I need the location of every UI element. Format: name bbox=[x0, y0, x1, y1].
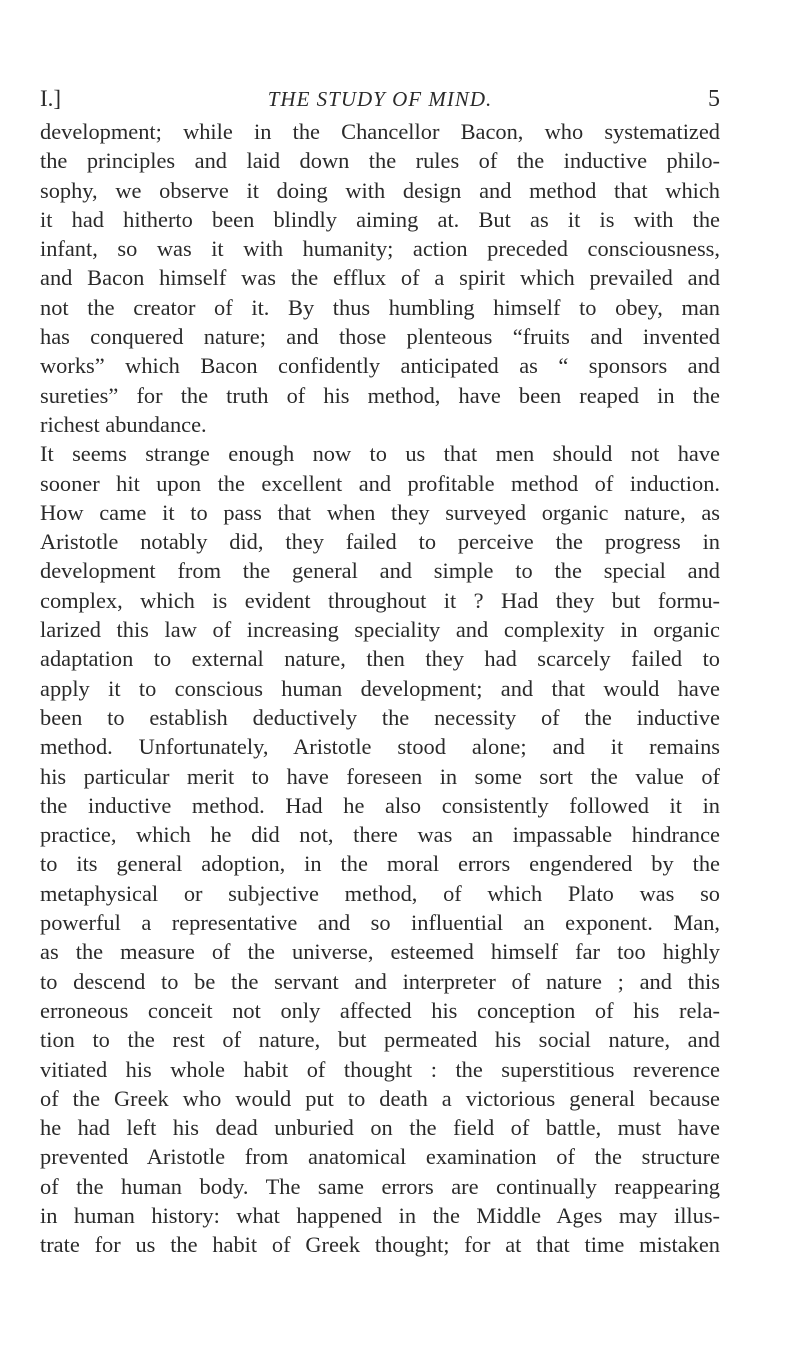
text-line: apply it to conscious human development; and that would have bbox=[40, 675, 720, 701]
running-head bbox=[40, 86, 720, 112]
page-number: 5 bbox=[708, 86, 720, 112]
text-line: the principles and laid down the rules of the inductive philo- bbox=[40, 148, 720, 174]
running-title: THE STUDY OF MIND. bbox=[267, 87, 493, 111]
text-line: How came it to pass that when they surveyed organic nature, as bbox=[40, 499, 720, 525]
text-line: the inductive method. Had he also consistently followed it in bbox=[40, 792, 720, 818]
text-line: he had left his dead unburied on the field of battle, must have bbox=[40, 1115, 720, 1141]
text-line: adaptation to external nature, then they had scarcely failed to bbox=[40, 646, 720, 672]
paragraph-end-line: richest abundance. bbox=[40, 411, 207, 437]
text-line: larized this law of increasing speciality and complexity in organic bbox=[40, 617, 720, 643]
text-line: not the creator of it. By thus humbling himself to obey, man bbox=[40, 294, 720, 320]
text-line: erroneous conceit not only affected his conception of his rela- bbox=[40, 997, 720, 1023]
text-line: it had hitherto been blindly aiming at. But as it is with the bbox=[40, 206, 720, 232]
text-line: development; while in the Chancellor Bacon, who systematized bbox=[40, 119, 720, 144]
paragraph-start-line: It seems strange enough now to us that men should not have bbox=[40, 441, 720, 467]
text-line: and Bacon himself was the efflux of a spirit which prevailed and bbox=[40, 265, 720, 291]
text-line: development from the general and simple to the special and bbox=[40, 558, 720, 584]
body-text bbox=[40, 117, 720, 1260]
text-line: prevented Aristotle from anatomical examination of the structure bbox=[40, 1144, 720, 1170]
text-line: complex, which is evident throughout it ? Had they but formu- bbox=[40, 587, 720, 613]
text-line: tion to the rest of nature, but permeated his social nature, and bbox=[40, 1027, 720, 1053]
text-line: method. Unfortunately, Aristotle stood alone; and it remains bbox=[40, 734, 720, 760]
chapter-number: I.] bbox=[40, 86, 62, 111]
text-line: sooner hit upon the excellent and profitable method of induction. bbox=[40, 470, 720, 496]
text-line: sureties” for the truth of his method, have been reaped in the bbox=[40, 382, 720, 408]
text-line: has conquered nature; and those plenteous “fruits and invented bbox=[40, 324, 720, 350]
text-line: sophy, we observe it doing with design and method that which bbox=[40, 177, 720, 203]
text-line: powerful a representative and so influential an exponent. Man, bbox=[40, 910, 720, 936]
text-line: works” which Bacon confidently anticipated as “ sponsors and bbox=[40, 353, 720, 379]
text-line: his particular merit to have foreseen in some sort the value of bbox=[40, 763, 720, 789]
text-line: as the measure of the universe, esteemed himself far too highly bbox=[40, 939, 720, 965]
text-line: vitiated his whole habit of thought : the superstitious reverence bbox=[40, 1056, 720, 1082]
text-line: trate for us the habit of Greek thought; for at that time mistaken bbox=[40, 1232, 720, 1258]
text-line: metaphysical or subjective method, of which Plato was so bbox=[40, 880, 720, 906]
text-line: infant, so was it with humanity; action preceded consciousness, bbox=[40, 236, 720, 262]
text-line: to its general adoption, in the moral errors engendered by the bbox=[40, 851, 720, 877]
text-line: of the human body. The same errors are continually reappearing bbox=[40, 1173, 720, 1199]
text-line: Aristotle notably did, they failed to perceive the progress in bbox=[40, 529, 720, 555]
text-line: practice, which he did not, there was an impassable hindrance bbox=[40, 822, 720, 848]
text-line: in human history: what happened in the Middle Ages may illus- bbox=[40, 1202, 720, 1228]
text-line: to descend to be the servant and interpreter of nature ; and this bbox=[40, 968, 720, 994]
text-line: of the Greek who would put to death a victorious general because bbox=[40, 1085, 720, 1111]
text-line: been to establish deductively the necessity of the inductive bbox=[40, 704, 720, 730]
